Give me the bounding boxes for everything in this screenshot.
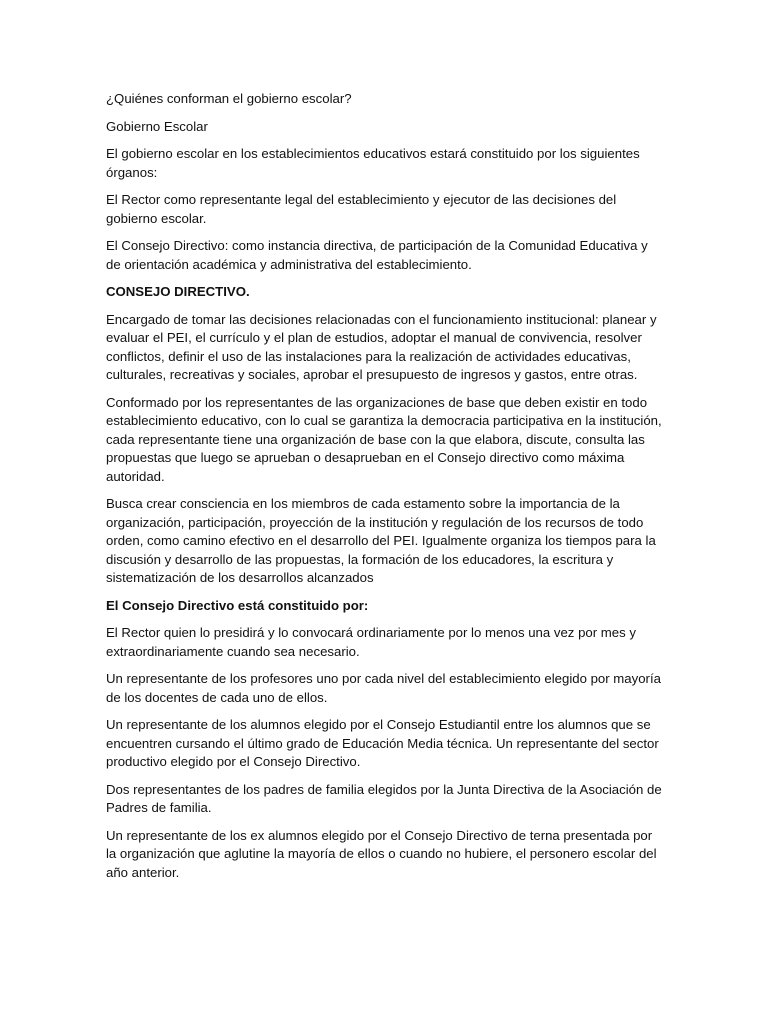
- paragraph: El gobierno escolar en los establecimientos educativos estará constituido por los siguientes órganos:: [106, 146, 640, 180]
- member-item: El Rector quien lo presidirá y lo convocará ordinariamente por lo menos una vez por mes y extraordinariamente cuando sea necesario.: [106, 625, 636, 659]
- paragraph: Conformado por los representantes de las organizaciones de base que deben existir en todo establecimiento educativo, con lo cual se garantiza la democracia participativa en la institución, cada representante tiene una organización de base con la que elabora, discute, consulta las propuestas que luego se aprueban o desaprueban en el Consejo directivo como máxima autoridad.: [106, 394, 662, 484]
- member-item: Dos representantes de los padres de familia elegidos por la Junta Directiva de la Asociación de Padres de familia.: [106, 781, 662, 815]
- section-title: Gobierno Escolar: [106, 118, 208, 134]
- paragraph: El Consejo Directivo: como instancia directiva, de participación de la Comunidad Educativa y de orientación académica y administrativa del establecimiento.: [106, 238, 648, 272]
- paragraph: El Rector como representante legal del establecimiento y ejecutor de las decisiones del gobierno escolar.: [106, 192, 617, 226]
- document-body: [106, 90, 666, 891]
- member-item: Un representante de los ex alumnos elegido por el Consejo Directivo de terna presentada por la organización que aglutine la mayoría de ellos o cuando no hubiere, el personero escolar del año anterior.: [106, 827, 657, 880]
- document-question: ¿Quiénes conforman el gobierno escolar?: [106, 91, 352, 106]
- paragraph: Encargado de tomar las decisiones relacionadas con el funcionamiento institucional: planear y evaluar el PEI, el currículo y el plan de estudios, adoptar el manual de convivencia, resolver conflictos, definir el uso de las instalaciones para la realización de actividades educativas, culturales, recreativas y sociales, aprobar el presupuesto de ingresos y gastos, entre otras.: [106, 311, 657, 382]
- consejo-heading: CONSEJO DIRECTIVO.: [106, 284, 250, 299]
- constituido-heading: El Consejo Directivo está constituido por:: [106, 597, 369, 613]
- member-item: Un representante de los alumnos elegido por el Consejo Estudiantil entre los alumnos que se encuentren cursando el último grado de Educación Media técnica. Un representante del sector productivo elegido por el Consejo Directivo.: [106, 717, 659, 769]
- member-item: Un representante de los profesores uno por cada nivel del establecimiento elegido por mayoría de los docentes de cada uno de ellos.: [106, 671, 661, 705]
- paragraph: Busca crear consciencia en los miembros de cada estamento sobre la importancia de la organización, participación, proyección de la institución y regulación de los recursos de todo orden, como camino efectivo en el desarrollo del PEI. Igualmente organiza los tiempos para la discusión y desarrollo de las propuestas, la formación de los educadores, la escritura y sistematización de los desarrollos alcanzados: [106, 496, 656, 585]
